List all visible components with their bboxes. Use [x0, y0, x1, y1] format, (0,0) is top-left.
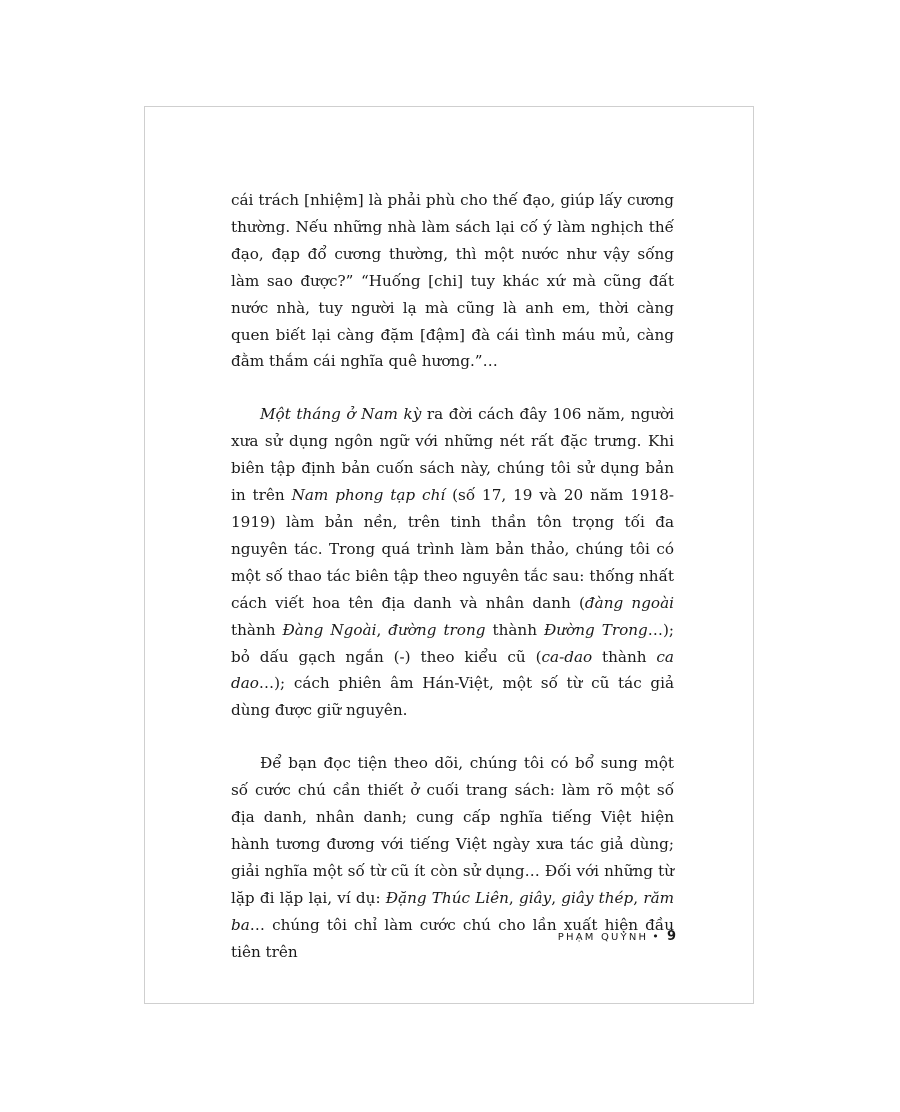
example-ram-ba: răm ba — [231, 888, 675, 934]
magazine-title-italic: Nam phong tạp chí — [291, 486, 446, 505]
footer-author: PHẠM QUỲNH — [557, 932, 649, 943]
p3-sep-1: , — [508, 888, 519, 907]
p3-sep-3: , — [633, 888, 644, 907]
example-giay-thep: giây thép — [561, 888, 634, 907]
p2-text-1: ra đời cách đây 106 năm, người xưa sử dụng ngôn ngữ với những nét rất đặc trưng. Khi biên tập định bản cuốn sách này, chúng tôi sử dụng bản in trên — [231, 405, 674, 505]
p2-text-3: thành — [231, 620, 283, 639]
footer-bullet: • — [652, 930, 661, 943]
page-number: 9 — [666, 929, 676, 944]
paragraph-1-text: cái trách [nhiệm] là phải phù cho thế đạo, giúp lấy cương thường. Nếu những nhà làm sách lại cố ý làm nghịch thế đạo, đạp đổ cương thường, thì một nước như vậy sống làm sao được?” “Huống [chi] tuy khác xứ mà cũng đất nước nhà, tuy người lạ mà cũng là anh em, thời càng quen biết lại càng đặm [đậm] đà cái tình máu mủ, càng đằm thắm cái nghĩa quê hương.”… — [231, 191, 674, 371]
p3-text-2: … chúng tôi chỉ làm cước chú cho lần xuất hiện đầu tiên trên — [231, 915, 674, 961]
paragraph-gap — [231, 724, 674, 750]
page-body — [231, 187, 674, 965]
example-dang-ngoai-new: Đàng Ngoài — [282, 620, 377, 639]
example-ca-dao-new: ca dao — [231, 647, 674, 693]
p3-sep-2: , — [551, 888, 562, 907]
p2-text-4: , — [376, 620, 389, 639]
example-duong-trong-new: Đường Trong — [544, 620, 648, 639]
p2-text-2: (số 17, 19 và 20 năm 1918-1919) làm bản nền, trên tinh thần tôn trọng tối đa nguyên tác. Trong quá trình làm bản thảo, chúng tôi có một số thao tác biên tập theo nguyên tắc sau: thống nhất cách viết hoa tên địa danh và nhân danh ( — [231, 486, 675, 612]
p2-text-7: thành — [592, 647, 657, 666]
book-title-italic: Một tháng ở Nam kỳ — [260, 405, 422, 424]
p3-text-1: Để bạn đọc tiện theo dõi, chúng tôi có bổ sung một số cước chú cần thiết ở cuối trang sách: làm rõ một số địa danh, nhân danh; cung cấp nghĩa tiếng Việt hiện hành tương đương với tiếng Việt ngày xưa tác giả dùng; giải nghĩa một số từ cũ ít còn sử dụng… Đối với những từ lặp đi lặp lại, ví dụ: — [231, 754, 674, 907]
running-footer — [558, 929, 676, 944]
example-ca-dao-old: ca-dao — [541, 647, 593, 666]
example-duong-trong-old: đường trong — [388, 620, 486, 639]
p2-text-8: …); cách phiên âm Hán-Việt, một số từ cũ tác giả dùng được giữ nguyên. — [231, 674, 674, 720]
paragraph-gap — [231, 375, 674, 401]
example-giay: giây — [518, 888, 552, 907]
paragraph-1 — [231, 187, 674, 375]
paragraph-2 — [231, 401, 674, 724]
p2-text-5: thành — [485, 620, 545, 639]
p2-text-6: …); bỏ dấu gạch ngắn (-) theo kiểu cũ ( — [231, 620, 674, 666]
book-page — [144, 106, 754, 1004]
example-dang-ngoai-old: đàng ngoài — [584, 593, 674, 612]
example-dang-thuc-lien: Đặng Thúc Liên — [385, 888, 509, 907]
